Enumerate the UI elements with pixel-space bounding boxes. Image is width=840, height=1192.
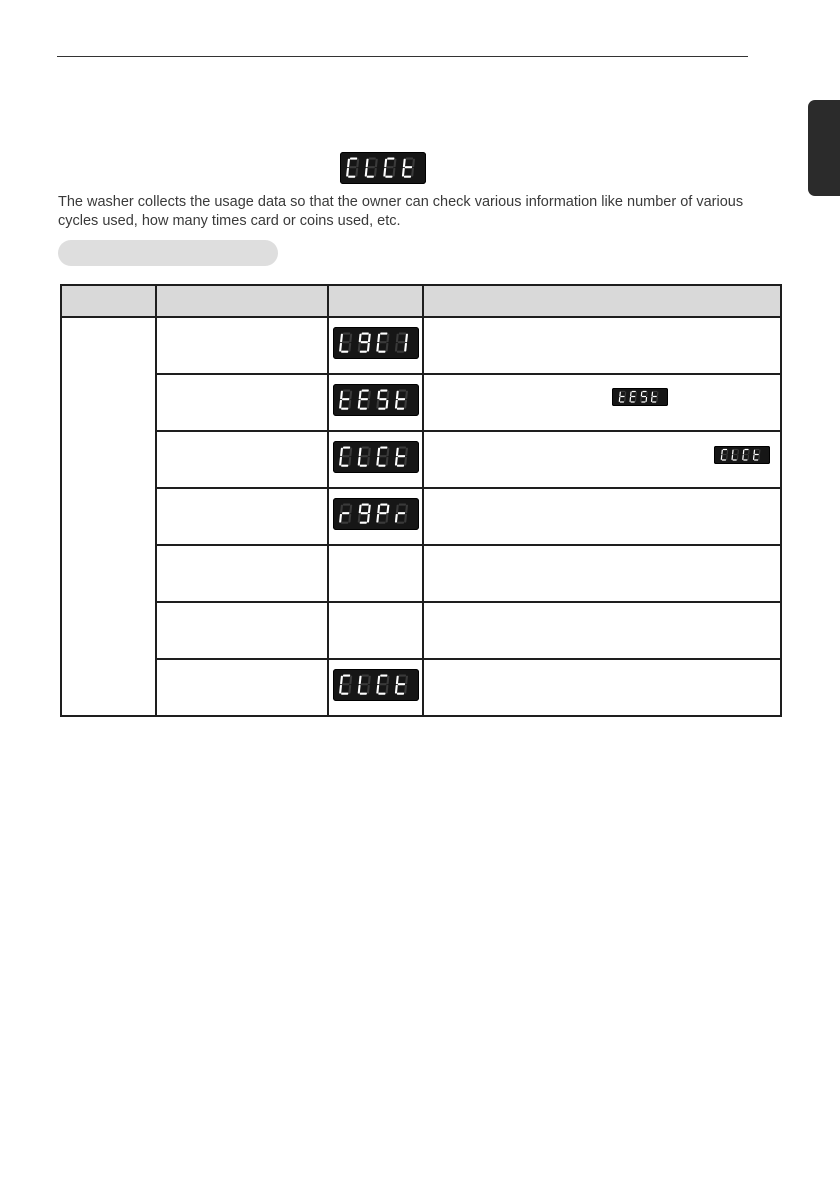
segment-d xyxy=(396,693,403,695)
segment-b xyxy=(367,676,370,684)
segment-f xyxy=(358,448,361,456)
segment-b xyxy=(748,450,750,455)
segment-d xyxy=(341,351,348,353)
segment-a xyxy=(380,446,387,448)
function-cell xyxy=(156,488,328,545)
segment-e xyxy=(357,685,360,693)
segment-a xyxy=(369,157,376,159)
segment-f xyxy=(358,676,361,684)
table-row xyxy=(61,374,781,431)
service-mode-table xyxy=(60,284,782,717)
segment-b xyxy=(367,505,370,513)
segment-d xyxy=(359,522,366,524)
segment-b xyxy=(386,676,389,684)
description-cell xyxy=(423,374,781,431)
segment-d xyxy=(359,465,366,467)
segment-e xyxy=(339,400,342,408)
segment-d xyxy=(378,522,385,524)
function-cell xyxy=(156,659,328,716)
segment-d xyxy=(385,176,392,178)
segment-f xyxy=(753,450,755,455)
heading-display-clct xyxy=(340,152,426,184)
segment-c xyxy=(348,457,351,465)
segment-c xyxy=(645,397,647,402)
segment-c xyxy=(366,685,369,693)
segment-e xyxy=(346,168,349,176)
segment-f xyxy=(377,334,380,342)
segment-g xyxy=(631,396,635,397)
segment-e xyxy=(721,455,723,460)
display-cell xyxy=(328,602,423,659)
segment-e xyxy=(383,168,386,176)
segment-a xyxy=(723,449,727,450)
segment-c xyxy=(411,168,414,176)
segment-d xyxy=(733,459,737,460)
segment-a xyxy=(734,449,738,450)
segment-b xyxy=(375,159,378,167)
segment-a xyxy=(361,503,368,505)
segment-e xyxy=(376,343,379,351)
segment-c xyxy=(656,397,658,402)
segment-g xyxy=(379,341,386,343)
segment-b xyxy=(349,676,352,684)
segment-g xyxy=(397,683,404,685)
segment-f xyxy=(384,159,387,167)
segment-d xyxy=(378,465,385,467)
header-cell-description xyxy=(423,285,781,317)
segment-d xyxy=(743,459,747,460)
segment-b xyxy=(393,159,396,167)
segment-c xyxy=(404,685,407,693)
segment-e xyxy=(731,455,733,460)
seven-segment-display xyxy=(345,155,421,181)
segment-f xyxy=(358,334,361,342)
header-cell-mode xyxy=(61,285,156,317)
segment-g xyxy=(342,398,349,400)
segment-a xyxy=(755,449,759,450)
segment-g xyxy=(397,512,404,514)
segment-e xyxy=(376,514,379,522)
segment-b xyxy=(759,450,761,455)
segment-f xyxy=(732,450,734,455)
segment-e xyxy=(357,343,360,351)
segment-g xyxy=(397,398,404,400)
segment-b xyxy=(657,392,659,397)
segment-b xyxy=(405,505,408,513)
segment-a xyxy=(380,332,387,334)
segment-g xyxy=(620,396,624,397)
segment-a xyxy=(342,503,349,505)
segment-g xyxy=(360,455,367,457)
segment-f xyxy=(395,391,398,399)
segment-f xyxy=(377,505,380,513)
segment-g xyxy=(360,683,367,685)
function-cell xyxy=(156,545,328,602)
segment-d xyxy=(396,351,403,353)
lcd-display xyxy=(333,441,419,473)
segment-a xyxy=(342,674,349,676)
segment-f xyxy=(395,676,398,684)
segment-g xyxy=(342,512,349,514)
segment-d xyxy=(341,408,348,410)
segment-a xyxy=(350,157,357,159)
segment-g xyxy=(368,166,375,168)
segment-d xyxy=(341,465,348,467)
segment-f xyxy=(630,392,632,397)
segment-g xyxy=(379,455,386,457)
segment-g xyxy=(733,454,737,455)
segment-e xyxy=(357,514,360,522)
segment-g xyxy=(653,396,657,397)
segment-d xyxy=(754,459,758,460)
segment-a xyxy=(406,157,413,159)
segment-b xyxy=(386,505,389,513)
segment-a xyxy=(361,674,368,676)
segment-d xyxy=(404,176,411,178)
segment-d xyxy=(641,401,645,402)
segment-g xyxy=(360,398,367,400)
segment-e xyxy=(394,457,397,465)
segment-g xyxy=(379,398,386,400)
display-cell xyxy=(328,488,423,545)
segment-e xyxy=(651,397,653,402)
segment-g xyxy=(379,683,386,685)
segment-g xyxy=(397,341,404,343)
segment-e xyxy=(339,457,342,465)
seven-segment-display xyxy=(338,501,414,527)
segment-f xyxy=(403,159,406,167)
segment-d xyxy=(378,693,385,695)
segment-d xyxy=(359,693,366,695)
segment-d xyxy=(367,176,374,178)
segment-a xyxy=(342,446,349,448)
table-row xyxy=(61,545,781,602)
segment-e xyxy=(376,685,379,693)
segment-f xyxy=(366,159,369,167)
segment-d xyxy=(620,401,624,402)
segment-b xyxy=(635,392,637,397)
segment-g xyxy=(642,396,646,397)
segment-f xyxy=(377,448,380,456)
segment-c xyxy=(635,397,637,402)
segment-c xyxy=(392,168,395,176)
segment-g xyxy=(722,454,726,455)
segment-e xyxy=(753,455,755,460)
segment-a xyxy=(361,389,368,391)
inline-lcd-display xyxy=(714,446,770,464)
segment-b xyxy=(349,505,352,513)
display-cell xyxy=(328,317,423,374)
table-row xyxy=(61,659,781,716)
segment-e xyxy=(365,168,368,176)
segment-f xyxy=(340,676,343,684)
seven-segment-display xyxy=(338,672,414,698)
segment-b xyxy=(737,450,739,455)
segment-c xyxy=(348,400,351,408)
segment-a xyxy=(342,332,349,334)
segment-e xyxy=(742,455,744,460)
segment-g xyxy=(379,512,386,514)
segment-c xyxy=(355,168,358,176)
function-cell xyxy=(156,602,328,659)
segment-e xyxy=(376,457,379,465)
segment-c xyxy=(758,455,760,460)
function-cell xyxy=(156,431,328,488)
segment-f xyxy=(358,505,361,513)
segment-c xyxy=(726,455,728,460)
segment-c xyxy=(385,685,388,693)
segment-c xyxy=(348,514,351,522)
intro-paragraph: The washer collects the usage data so that the owner can check various information like number of various cycles used, how many times card or coins used, etc. xyxy=(58,194,744,229)
segment-g xyxy=(397,455,404,457)
segment-c xyxy=(747,455,749,460)
segment-a xyxy=(380,389,387,391)
segment-f xyxy=(377,391,380,399)
description-cell xyxy=(423,488,781,545)
segment-d xyxy=(652,401,656,402)
table-row xyxy=(61,431,781,488)
lcd-display xyxy=(333,384,419,416)
segment-c xyxy=(737,455,739,460)
segment-f xyxy=(395,448,398,456)
segment-f xyxy=(347,159,350,167)
segment-b xyxy=(386,334,389,342)
seven-segment-display xyxy=(338,444,414,470)
segment-b xyxy=(349,391,352,399)
segment-a xyxy=(398,389,405,391)
segment-b xyxy=(367,334,370,342)
segment-c xyxy=(404,514,407,522)
section-title-pill xyxy=(58,240,278,266)
segment-c xyxy=(348,685,351,693)
segment-e xyxy=(394,685,397,693)
header-rule xyxy=(57,56,748,57)
seven-segment-display xyxy=(338,387,414,413)
segment-d xyxy=(341,693,348,695)
segment-d xyxy=(396,522,403,524)
table-header-row xyxy=(61,285,781,317)
mode-cell xyxy=(61,317,156,716)
segment-d xyxy=(348,176,355,178)
segment-b xyxy=(386,448,389,456)
segment-d xyxy=(722,459,726,460)
segment-a xyxy=(398,446,405,448)
header-cell-function xyxy=(156,285,328,317)
segment-f xyxy=(377,676,380,684)
segment-b xyxy=(367,448,370,456)
segment-f xyxy=(340,391,343,399)
segment-e xyxy=(376,400,379,408)
segment-c xyxy=(366,457,369,465)
segment-c xyxy=(385,514,388,522)
segment-g xyxy=(744,454,748,455)
segment-a xyxy=(398,674,405,676)
segment-g xyxy=(386,166,393,168)
segment-g xyxy=(342,683,349,685)
segment-f xyxy=(358,391,361,399)
segment-g xyxy=(405,166,412,168)
segment-f xyxy=(395,334,398,342)
display-cell xyxy=(328,545,423,602)
segment-c xyxy=(366,400,369,408)
segment-a xyxy=(387,157,394,159)
segment-b xyxy=(625,392,627,397)
segment-c xyxy=(385,400,388,408)
segment-e xyxy=(339,685,342,693)
segment-c xyxy=(374,168,377,176)
segment-a xyxy=(744,449,748,450)
segment-a xyxy=(621,391,625,392)
segment-a xyxy=(342,389,349,391)
segment-g xyxy=(342,455,349,457)
function-cell xyxy=(156,374,328,431)
segment-f xyxy=(340,334,343,342)
table-row xyxy=(61,317,781,374)
segment-d xyxy=(396,465,403,467)
segment-b xyxy=(367,391,370,399)
segment-e xyxy=(640,397,642,402)
segment-e xyxy=(357,457,360,465)
segment-c xyxy=(404,343,407,351)
segment-e xyxy=(357,400,360,408)
segment-d xyxy=(378,351,385,353)
segment-e xyxy=(629,397,631,402)
description-cell xyxy=(423,431,781,488)
segment-b xyxy=(405,448,408,456)
segment-a xyxy=(632,391,636,392)
segment-d xyxy=(631,401,635,402)
segment-f xyxy=(743,450,745,455)
display-cell xyxy=(328,374,423,431)
lcd-display xyxy=(333,327,419,359)
header-cell-display xyxy=(328,285,423,317)
segment-c xyxy=(404,400,407,408)
segment-g xyxy=(342,341,349,343)
segment-c xyxy=(385,457,388,465)
display-cell xyxy=(328,659,423,716)
segment-b xyxy=(405,334,408,342)
segment-g xyxy=(349,166,356,168)
seven-segment-display xyxy=(338,330,414,356)
segment-b xyxy=(405,676,408,684)
segment-a xyxy=(642,391,646,392)
segment-e xyxy=(339,514,342,522)
lcd-display xyxy=(333,669,419,701)
segment-e xyxy=(394,400,397,408)
segment-c xyxy=(366,343,369,351)
table-row xyxy=(61,602,781,659)
segment-a xyxy=(380,503,387,505)
segment-f xyxy=(395,505,398,513)
segment-c xyxy=(385,343,388,351)
lcd-display xyxy=(333,498,419,530)
segment-b xyxy=(349,334,352,342)
segment-a xyxy=(361,446,368,448)
segment-d xyxy=(396,408,403,410)
segment-f xyxy=(340,505,343,513)
segment-c xyxy=(624,397,626,402)
seven-segment-display xyxy=(718,448,766,462)
segment-f xyxy=(721,450,723,455)
segment-e xyxy=(394,514,397,522)
segment-e xyxy=(339,343,342,351)
description-cell xyxy=(423,317,781,374)
segment-d xyxy=(359,351,366,353)
segment-e xyxy=(619,397,621,402)
inline-lcd-display xyxy=(612,388,668,406)
display-cell xyxy=(328,431,423,488)
segment-b xyxy=(405,391,408,399)
table-row xyxy=(61,488,781,545)
segment-d xyxy=(341,522,348,524)
language-side-tab xyxy=(808,100,840,196)
segment-f xyxy=(641,392,643,397)
segment-f xyxy=(340,448,343,456)
seven-segment-display xyxy=(616,390,664,404)
segment-c xyxy=(404,457,407,465)
segment-e xyxy=(394,343,397,351)
segment-g xyxy=(360,512,367,514)
segment-c xyxy=(366,514,369,522)
function-cell xyxy=(156,317,328,374)
segment-a xyxy=(380,674,387,676)
segment-a xyxy=(653,391,657,392)
segment-b xyxy=(727,450,729,455)
segment-b xyxy=(386,391,389,399)
description-cell xyxy=(423,659,781,716)
segment-f xyxy=(619,392,621,397)
segment-d xyxy=(359,408,366,410)
segment-e xyxy=(402,168,405,176)
segment-a xyxy=(398,332,405,334)
segment-a xyxy=(361,332,368,334)
segment-a xyxy=(398,503,405,505)
segment-b xyxy=(349,448,352,456)
description-cell xyxy=(423,602,781,659)
segment-b xyxy=(646,392,648,397)
segment-f xyxy=(651,392,653,397)
segment-c xyxy=(348,343,351,351)
segment-g xyxy=(360,341,367,343)
segment-b xyxy=(412,159,415,167)
segment-d xyxy=(378,408,385,410)
segment-g xyxy=(755,454,759,455)
description-cell xyxy=(423,545,781,602)
segment-b xyxy=(356,159,359,167)
